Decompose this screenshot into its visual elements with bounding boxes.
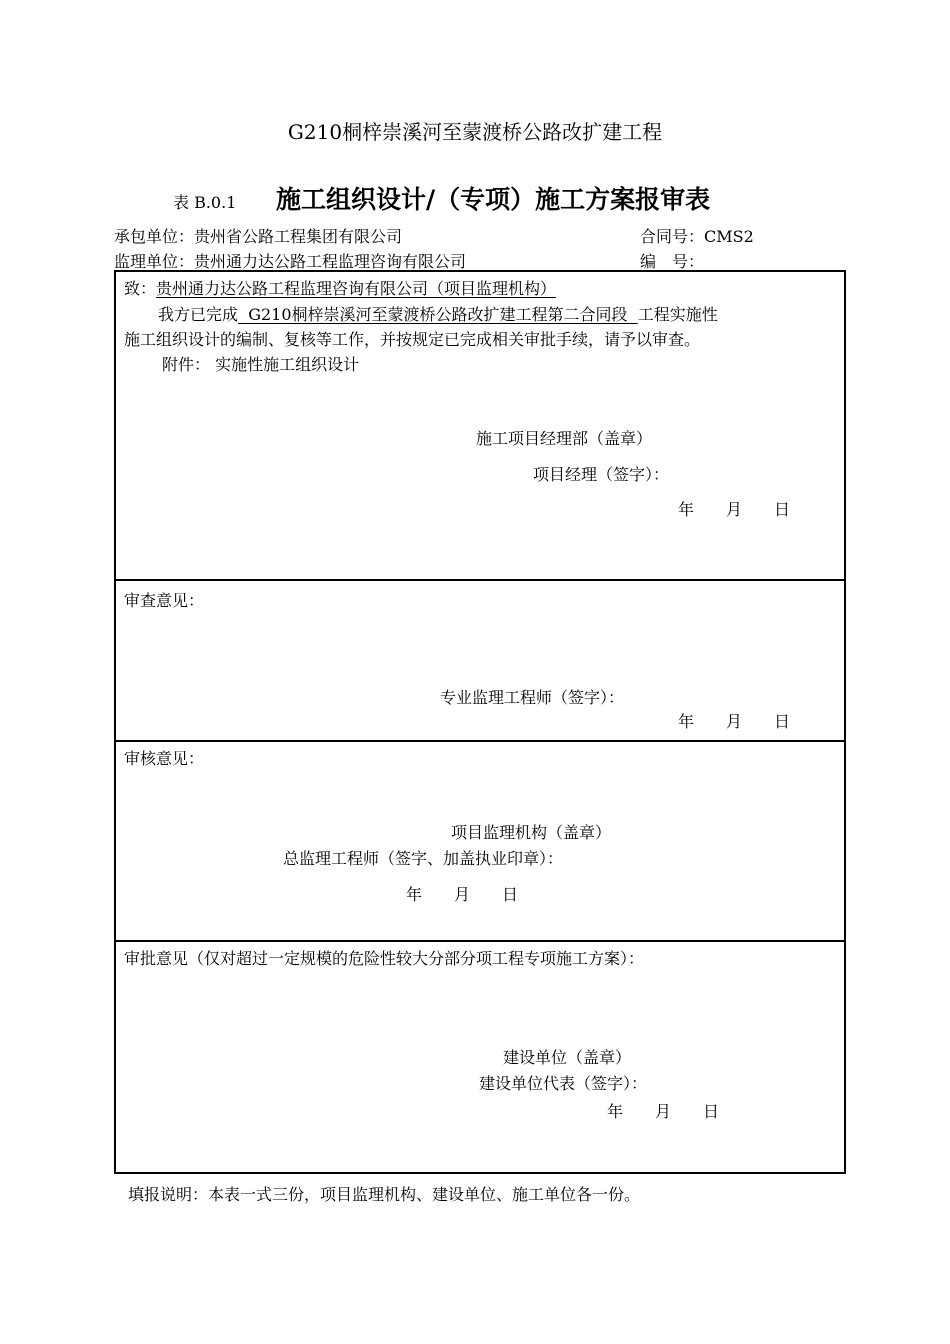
engineer-signature-label: 专业监理工程师（签字）： [440,688,625,707]
audit-opinion-label: 审核意见： [124,749,205,768]
contractor-row [114,224,402,247]
supervisor-label: 监理单位： [114,252,195,271]
addressee-row [124,276,556,299]
form-title: 施工组织设计/（专项）施工方案报审表 [276,185,711,214]
review-opinion-label: 审查意见： [124,591,205,610]
completion-statement [158,302,718,325]
addressee-org: 贵州通力达公路工程监理咨询有限公司（项目监理机构） [156,279,557,298]
divider-2 [114,740,846,742]
form-number: 表 B.0.1 [173,193,237,212]
contractor-seal-label: 施工项目经理部（盖章） [476,429,653,448]
completion-suffix: 工程实施性 [637,305,718,324]
chief-engineer-signature-label: 总监理工程师（签字、加盖执业印章）： [283,849,564,868]
section2-date: 年 月 日 [678,712,791,731]
supervisor-value: 贵州通力达公路工程监理咨询有限公司 [194,252,467,271]
contract-no-value: CMS2 [704,227,754,246]
supervisor-row [114,249,466,272]
project-title: G210桐梓崇溪河至蒙渡桥公路改扩建工程 [287,120,663,144]
supervision-seal-label: 项目监理机构（盖章） [451,823,612,842]
section4-date: 年 月 日 [607,1102,720,1121]
approval-opinion-label: 审批意见（仅对超过一定规模的危险性较大分部分项工程专项施工方案）： [124,949,645,968]
owner-seal-label: 建设单位（盖章） [503,1048,632,1067]
completion-project: G210桐梓崇溪河至蒙渡桥公路改扩建工程第二合同段 [238,305,638,324]
section3-date: 年 月 日 [406,885,519,904]
contractor-label: 承包单位： [114,227,195,246]
completion-statement-line2: 施工组织设计的编制、复核等工作，并按规定已完成相关审批手续，请予以审查。 [124,330,701,349]
serial-no-label: 编 号： [640,252,705,271]
owner-representative-signature-label: 建设单位代表（签字）： [479,1074,648,1093]
project-manager-signature-label: 项目经理（签字）： [533,465,670,484]
addressee-label: 致： [124,279,157,298]
contract-no-row [640,224,754,247]
attachment-line: 附件： 实施性施工组织设计 [162,355,360,374]
contractor-value: 贵州省公路工程集团有限公司 [194,227,403,246]
section1-date: 年 月 日 [678,500,791,519]
contract-no-label: 合同号： [640,227,705,246]
completion-prefix: 我方已完成 [158,305,239,324]
divider-1 [114,579,846,581]
fill-instructions: 填报说明：本表一式三份，项目监理机构、建设单位、施工单位各一份。 [128,1185,641,1204]
divider-3 [114,940,846,942]
